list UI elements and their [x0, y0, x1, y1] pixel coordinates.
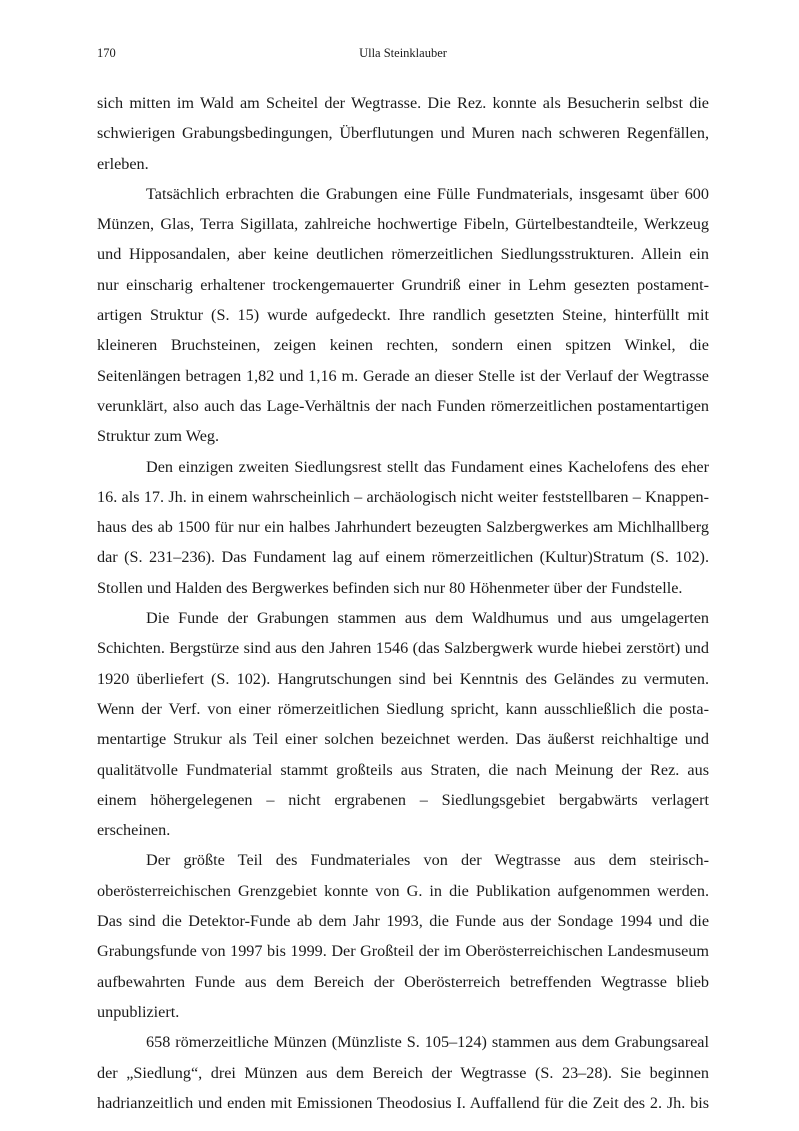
text-line: Den einzigen zweiten Siedlungsrest stellt das Fundament eines Kachelofens des eher — [146, 457, 709, 476]
text-line: verunklärt, also auch das Lage-Verhältnis der nach Funden römerzeitlichen postamentartigen — [97, 396, 709, 415]
text-line: kleineren Bruchsteinen, zeigen keinen rechten, sondern einen spitzen Winkel, die — [97, 336, 709, 355]
text-line: der „Siedlung“, drei Münzen aus dem Bereich der Wegtrasse (S. 23–28). Sie beginnen — [97, 1063, 709, 1082]
text-line: nur einscharig erhaltener trockengemauerter Grundriß einer in Lehm gesezten postament- — [97, 275, 709, 294]
text-line: Wenn der Verf. von einer römerzeitlichen Siedlung spricht, kann ausschließlich die posta- — [97, 699, 709, 718]
text-line: Die Funde der Grabungen stammen aus dem Waldhumus und aus umgelagerten — [146, 609, 709, 628]
text-line: Tatsächlich erbrachten die Grabungen eine Fülle Fundmaterials, insgesamt über 600 — [146, 184, 709, 203]
paragraph — [97, 1027, 709, 1118]
running-title: Ulla Steinklauber — [359, 46, 447, 60]
text-line: 16. als 17. Jh. in einem wahrscheinlich – archäologisch nicht weiter feststellbaren – Knappen- — [97, 487, 709, 506]
text-line: Der größte Teil des Fundmateriales von der Wegtrasse aus dem steirisch- — [146, 851, 709, 870]
text-line: erscheinen. — [97, 821, 171, 840]
text-line: schwierigen Grabungsbedingungen, Überflutungen und Muren nach schweren Regenfällen, — [97, 124, 709, 143]
text-line: dar (S. 231–236). Das Fundament lag auf einem römerzeitlichen (Kultur)Stratum (S. 102). — [97, 548, 709, 567]
paragraph — [97, 452, 709, 603]
page-header — [97, 46, 709, 64]
paragraph — [97, 603, 709, 845]
text-line: sich mitten im Wald am Scheitel der Wegtrasse. Die Rez. konnte als Besucherin selbst die — [97, 94, 709, 112]
paragraph — [97, 88, 709, 179]
text-line: einem höhergelegenen – nicht ergrabenen – Siedlungsgebiet bergabwärts verlagert — [97, 790, 709, 809]
text-line: Seitenlängen betragen 1,82 und 1,16 m. Gerade an dieser Stelle ist der Verlauf der Wegtrasse — [97, 366, 709, 385]
text-line: artigen Struktur (S. 15) wurde aufgedeckt. Ihre randlich gesetzten Steine, hinterfüllt mit — [97, 306, 709, 325]
text-line: Grabungsfunde von 1997 bis 1999. Der Großteil der im Oberösterreichischen Landesmuseum — [97, 942, 709, 961]
text-line: Stollen und Halden des Bergwerkes befinden sich nur 80 Höhenmeter über der Fundstelle. — [97, 578, 683, 597]
page-number: 170 — [97, 46, 116, 60]
text-line: mentartige Strukur als Teil einer solchen bezeichnet werden. Das äußerst reichhaltige und — [97, 730, 709, 749]
text-line: Struktur zum Weg. — [97, 427, 220, 446]
text-line: hadrianzeitlich und enden mit Emissionen Theodosius I. Auffallend für die Zeit des 2. Jh. bis — [97, 1093, 709, 1112]
text-line: qualitätvolle Fundmaterial stammt großteils aus Straten, die nach Meinung der Rez. aus — [97, 760, 709, 779]
paragraph — [97, 179, 709, 452]
text-line: oberösterreichischen Grenzgebiet konnte von G. in die Publikation aufgenommen werden. — [97, 881, 709, 900]
text-line: Schichten. Bergstürze sind aus den Jahren 1546 (das Salzbergwerk wurde hiebei zerstört) und — [97, 639, 709, 658]
text-line: unpubliziert. — [97, 1002, 180, 1021]
text-line: haus des ab 1500 für nur ein halbes Jahrhundert bezeugten Salzbergwerkes am Michlhallberg — [97, 518, 709, 537]
text-line: 1920 überliefert (S. 102). Hangrutschungen sind bei Kenntnis des Geländes zu vermuten. — [97, 669, 709, 688]
text-line: erleben. — [97, 154, 149, 173]
body-text — [97, 88, 709, 1118]
paragraph — [97, 845, 709, 1027]
text-line: Das sind die Detektor-Funde ab dem Jahr 1993, die Funde aus der Sondage 1994 und die — [97, 912, 709, 931]
text-line: aufbewahrten Funde aus dem Bereich der Oberösterreich betreffenden Wegtrasse blieb — [97, 972, 709, 991]
text-line: 658 römerzeitliche Münzen (Münzliste S. 105–124) stammen aus dem Grabungsareal — [146, 1033, 709, 1052]
text-line: und Hipposandalen, aber keine deutlichen römerzeitlichen Siedlungsstrukturen. Allein ein — [97, 245, 709, 264]
text-line: Münzen, Glas, Terra Sigillata, zahlreiche hochwertige Fibeln, Gürtelbestandteile, Werkzeug — [97, 215, 709, 234]
